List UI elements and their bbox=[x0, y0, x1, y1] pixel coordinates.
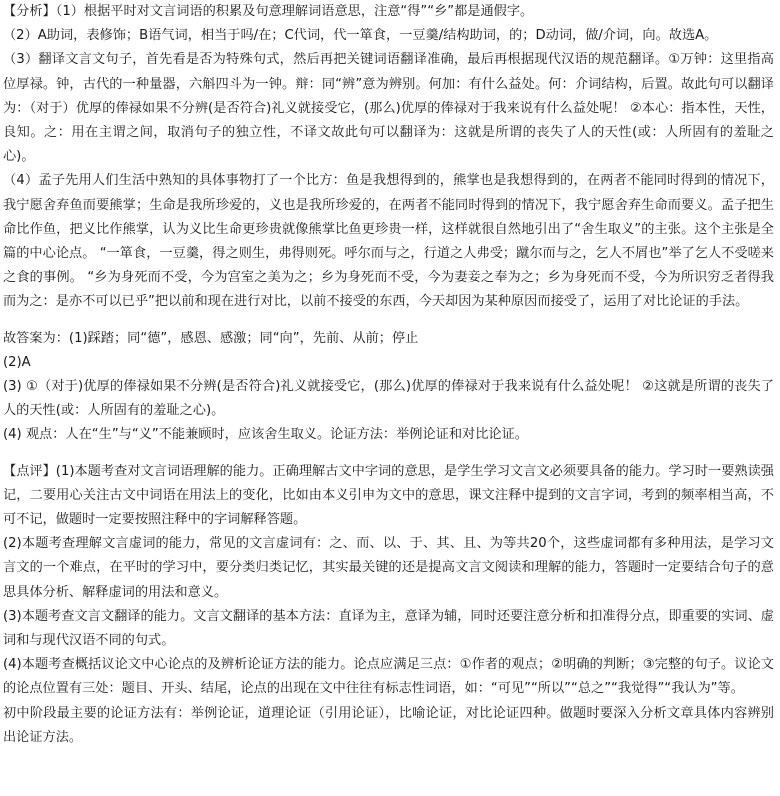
answer-line-1: 故答案为：(1)踩踏；同“德”，感恩、感激；同“向”，先前、从前；停止 bbox=[3, 330, 419, 346]
analysis-section bbox=[3, 0, 774, 315]
comment-paragraph-5: 初中阶段最主要的论证方法有：举例论证，道理论证（引用论证），比喻论证，对比论证四种。做题时要深入分析文章具体内容辨别出论证方法。 bbox=[3, 705, 774, 745]
analysis-paragraph-4: （4）孟子先用人们生活中熟知的具体事物打了一个比方：鱼是我想得到的，熊掌也是我想得到的，在两者不能同时得到的情况下，我宁愿舍弃鱼而要熊掌；生命是我所珍爱的，义也是我所珍爱的，在两者不能同时得到的情况下，我宁愿舍弃生命而要义。孟子把生命比作鱼，把义比作熊掌，认为义比生命更珍贵就像熊掌比鱼更珍贵一样，这样就很自然地引出了“舍生取义”的主张。这个主张是全篇的中心论点。 “一箪食，一豆羹，得之则生，弗得则死。呼尔而与之，行道之人弗受；蹴尔而与之，乞人不屑也”举了乞人不受嗟来之食的事例。 “乡为身死而不受，今为宫室之美为之；乡为身死而不受，今为妻妾之奉为之；乡为身死而不受，今为所识穷乏者得我而为之：是亦不可以已乎”把以前和现在进行对比，以前不接受的东西，今天却因为某种原因而接受了，运用了对比论证的手法。 bbox=[3, 173, 774, 310]
comment-paragraph-3: (3)本题考查文言文翻译的能力。文言文翻译的基本方法：直译为主，意译为辅，同时还要注意分析和扣准得分点，即重要的实词、虚词和与现代汉语不同的句式。 bbox=[3, 608, 774, 649]
analysis-paragraph-2: （2）A助词，表修饰；B语气词，相当于吗/在；C代词，代一箪食，一豆羹/结构助词，的；D动词，做/介词，向。故选A。 bbox=[3, 28, 718, 44]
comment-paragraph-4: (4)本题考查概括议论文中心论点的及辨析论证方法的能力。论点应满足三点：①作者的观点；②明确的判断；③完整的句子。议论文的论点位置有三处：题目、开头、结尾，论点的出现在文中往往有标志性词语，如：“可见”“所以”“总之”“我觉得”“我认为”等。 bbox=[3, 657, 774, 697]
comment-paragraph-2: (2)本题考查理解文言虚词的能力，常见的文言虚词有：之、而、以、于、其、且、为等共20个，这些虚词都有多种用法，是学习文言文的一个难点，在平时的学习中，要分类归类记忆，其实最关键的还是提高文言文阅读和理解的能力，答题时一定要结合句子的意思具体分析、解释虚词的用法和意义。 bbox=[3, 536, 774, 600]
section-gap bbox=[3, 315, 774, 327]
section-gap bbox=[3, 448, 774, 460]
answer-line-4: (4) 观点：人在“生”与“义”不能兼顾时，应该舍生取义。论证方法：举例论证和对比论证。 bbox=[3, 427, 528, 443]
answer-line-3: (3) ①（对于)优厚的俸禄如果不分辨(是否符合)礼义就接受它，(那么)优厚的俸禄对于我来说有什么益处呢！ ②这就是所谓的丧失了人的天性(或：人所固有的羞耻之心)。 bbox=[3, 379, 774, 419]
analysis-paragraph-1: 【分析】（1）根据平时对文言词语的积累及句意理解词语意思，注意“得”“乡”都是通假字。 bbox=[3, 4, 534, 19]
analysis-paragraph-3: （3）翻译文言文句子，首先看是否为特殊句式，然后再把关键词语翻译准确，最后再根据现代汉语的规范翻译。①万钟：这里指高位厚禄。钟，古代的一种量器，六斛四斗为一钟。辩：同“辨”意为辨别。何加：有什么益处。何：介词结构，后置。故此句可以翻译为：（对于）优厚的俸禄如果不分辨(是否符合)礼义就接受它，(那么)优厚的俸禄对于我来说有什么益处呢！ ②本心：指本性，天性，良知。之：用在主谓之间，取消句子的独立性，不译文故此句可以翻译为：这就是所谓的丧失了人的天性(或：人所固有的羞耻之心)。 bbox=[3, 52, 774, 165]
answer-line-2: (2)A bbox=[3, 354, 31, 370]
comment-paragraph-1: 【点评】(1)本题考查对文言词语理解的能力。正确理解古文中字词的意思，是学生学习文言文必须要具备的能力。学习时一要熟读强记，二要用心关注古文中词语在用法上的变化，比如由本义引申为文中的意思，课文注释中提到的文言字词，考到的频率相当高，不可不记，做题时一定要按照注释中的字词解释答题。 bbox=[3, 463, 774, 528]
comment-section bbox=[3, 460, 774, 750]
answer-section bbox=[3, 327, 774, 448]
